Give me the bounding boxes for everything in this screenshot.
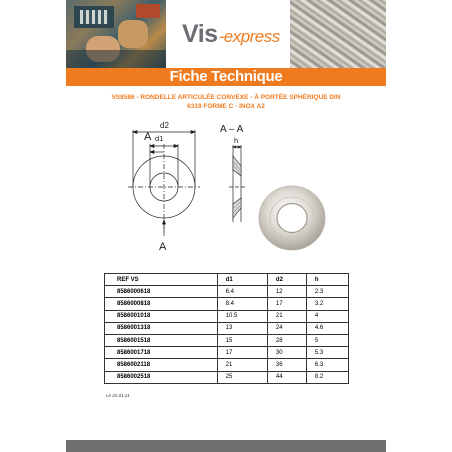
cell-d2: 28 [267, 334, 306, 346]
logo-suffix: -express [218, 27, 280, 46]
cell-d1: 15 [217, 334, 267, 346]
cell-d2: 12 [267, 286, 306, 298]
cell-h: 5.3 [306, 347, 348, 359]
table-row [105, 322, 349, 334]
table-row [105, 310, 349, 322]
table-row [105, 334, 349, 346]
logo-area [166, 0, 290, 68]
cell-d2: 36 [267, 359, 306, 371]
label-a-top: A [144, 131, 152, 143]
workshop-photo [66, 0, 166, 68]
description-line-2: 6319 FORME C - INOX A2 [187, 103, 265, 110]
cell-d1: 13 [217, 322, 267, 334]
cell-d2: 17 [267, 298, 306, 310]
table-row [105, 286, 349, 298]
header-h: h [306, 274, 348, 286]
washer-photo [256, 180, 328, 252]
technical-sheet [66, 0, 386, 452]
label-a-bottom: A [159, 241, 167, 253]
table-row [105, 347, 349, 359]
footer-bar [66, 440, 386, 452]
table-row [105, 359, 349, 371]
cell-ref: 8586001018 [105, 310, 218, 322]
header-d2: d2 [267, 274, 306, 286]
label-d1: d1 [155, 134, 164, 143]
logo-brand: Vis [182, 20, 218, 48]
label-d2: d2 [160, 121, 169, 130]
cell-h: 6.3 [306, 359, 348, 371]
cell-h: 4.6 [306, 322, 348, 334]
cell-h: 8.2 [306, 371, 348, 383]
cell-ref: 8586001318 [105, 322, 218, 334]
technical-drawing [66, 112, 386, 262]
table-row [105, 298, 349, 310]
cell-h: 2.3 [306, 286, 348, 298]
label-h: h [234, 136, 239, 145]
cell-h: 3.2 [306, 298, 348, 310]
cell-d1: 8.4 [217, 298, 267, 310]
cell-d1: 25 [217, 371, 267, 383]
cell-ref: 8586002518 [105, 371, 218, 383]
cell-d2: 24 [267, 322, 306, 334]
cell-ref: 8586001518 [105, 334, 218, 346]
cell-ref: 8586000818 [105, 298, 218, 310]
product-description [86, 93, 366, 111]
cell-d1: 21 [217, 359, 267, 371]
cell-ref: 8586002118 [105, 359, 218, 371]
cell-d1: 6.4 [217, 286, 267, 298]
header-ref: REF VS [105, 274, 218, 286]
cell-ref: 8586001718 [105, 347, 218, 359]
cell-d1: 10.5 [217, 310, 267, 322]
fiche-technique-band: Fiche Technique [66, 68, 386, 86]
cell-d2: 44 [267, 371, 306, 383]
cell-d1: 17 [217, 347, 267, 359]
table-header-row [105, 274, 349, 286]
cell-d2: 30 [267, 347, 306, 359]
label-section: A – A [220, 124, 244, 135]
vis-express-logo [182, 20, 280, 49]
date-note: Le 22.01.21 [106, 393, 130, 398]
screws-photo [290, 0, 386, 68]
header-d1: d1 [217, 274, 267, 286]
cell-h: 5 [306, 334, 348, 346]
cell-d2: 21 [267, 310, 306, 322]
table-row [105, 371, 349, 383]
header [66, 0, 386, 68]
cell-ref: 8586000618 [105, 286, 218, 298]
specs-table [104, 273, 349, 384]
description-line-1: VS8586 - RONDELLE ARTICULÉE CONVEXE - À PORTÉE SPHÉRIQUE DIN [111, 94, 341, 101]
cell-h: 4 [306, 310, 348, 322]
